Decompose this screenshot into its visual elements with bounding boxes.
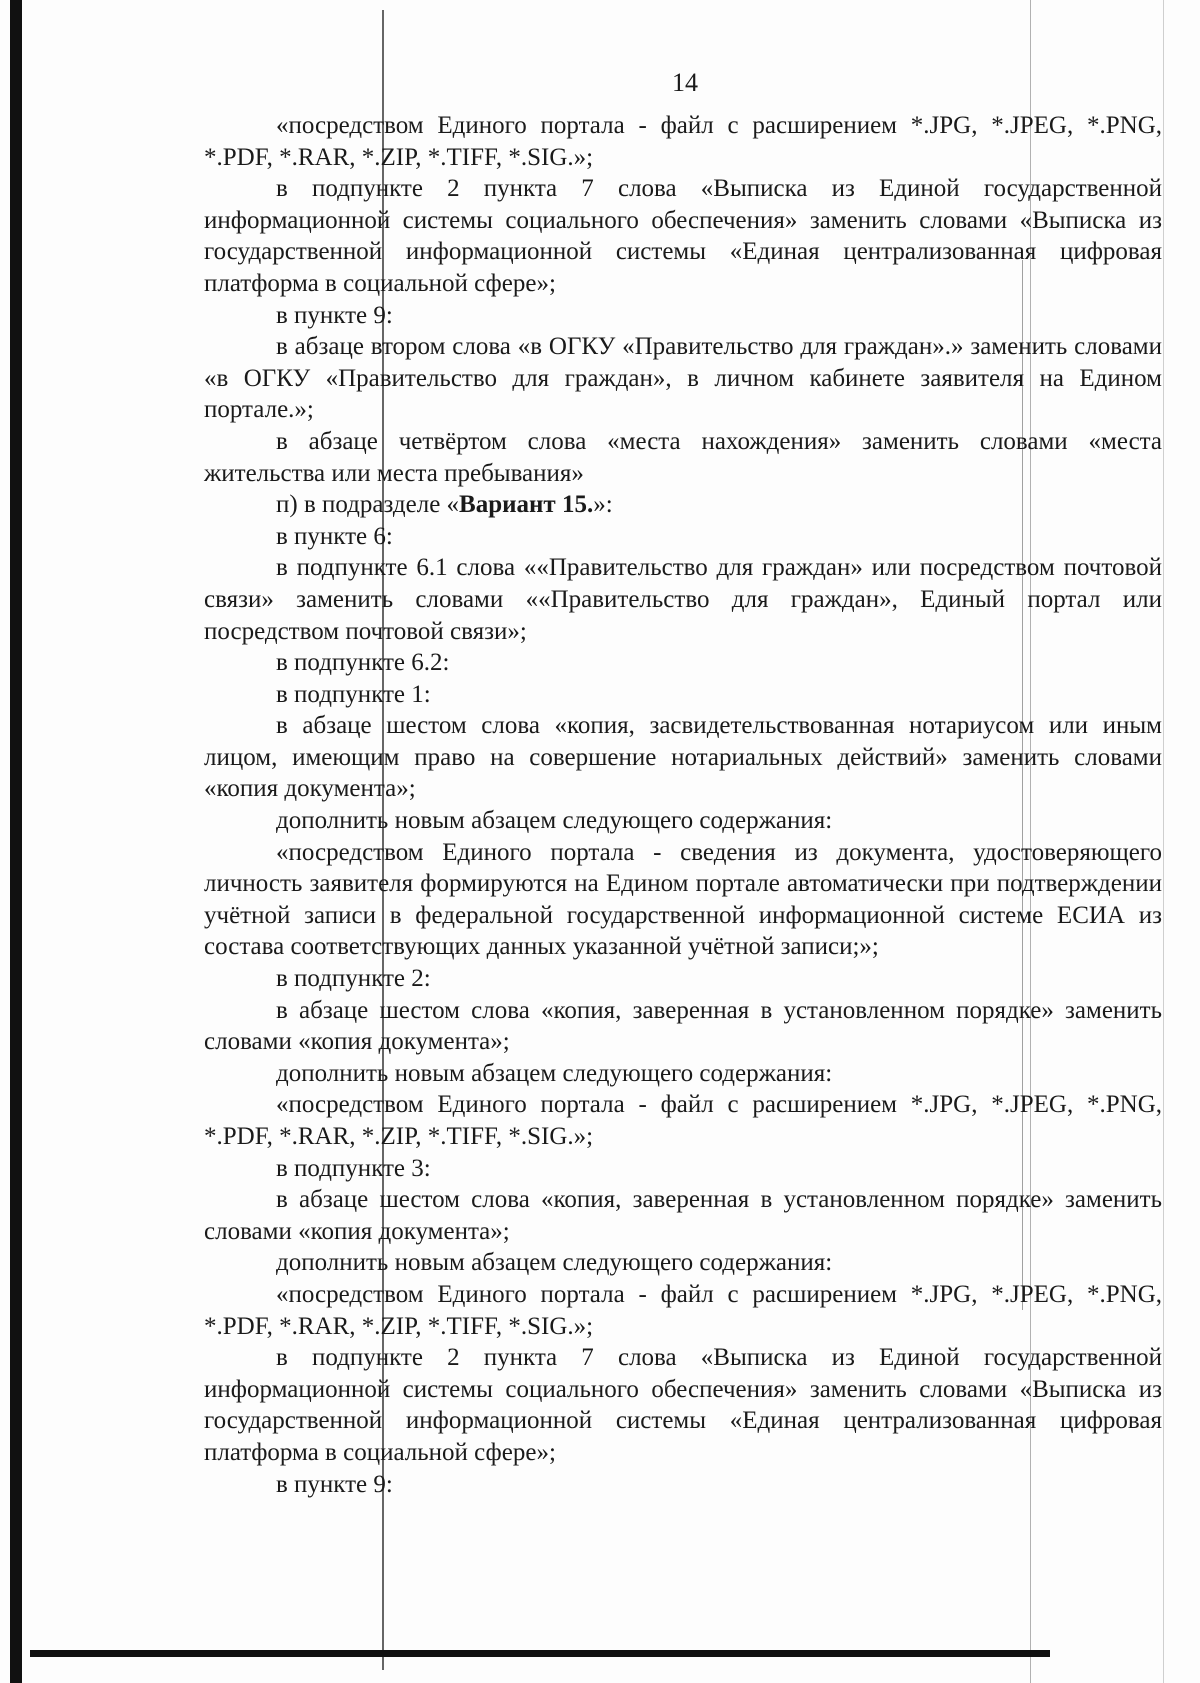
paragraph: в подпункте 1: [276,680,431,708]
paragraph: в абзаце шестом слова «копия, заверенная в установленном порядке» заменить словами «копия документа»; [204,996,1162,1056]
scan-edge-bottom [30,1650,1050,1657]
scan-edge-left [10,0,22,1683]
paragraph: в подпункте 6.2: [276,649,450,677]
paragraph: в абзаце шестом слова «копия, заверенная в установленном порядке» заменить словами «копия документа»; [204,1186,1162,1245]
paragraph: дополнить новым абзацем следующего содержания: [276,1059,833,1087]
subsection-suffix: »: [593,491,613,519]
paragraph: в абзаце четвёртом слова «места нахождения» заменить словами «места жительства или места пребывания» [204,427,1162,487]
paragraph: «посредством Единого портала - файл с расширением *.JPG, *.JPEG, *.PNG, *.PDF, *.RAR, *.ZIP, *.TIFF, *.SIG.»; [204,1280,1162,1340]
paragraph: в пункте 9: [276,301,393,329]
paragraph: в подпункте 2 пункта 7 слова «Выписка из Единой государственной информационной системы социального обеспечения» заменить словами «Выписка из государственной информационной системы «Единая централизованная цифровая платформа в социальной сфере»; [204,175,1162,297]
paragraph: в абзаце шестом слова «копия, засвидетельствованная нотариусом или иным лицом, имеющим право на совершение нотариальных действий» заменить словами «копия документа»; [204,712,1162,803]
paragraph: в подпункте 2: [276,965,431,993]
paragraph: в подпункте 6.1 слова ««Правительство для граждан» или посредством почтовой связи» заменить словами ««Правительство для граждан», Единый портал или посредством почтовой связи»; [204,554,1162,645]
scan-artifact-line [1163,0,1164,1683]
paragraph: «посредством Единого портала - сведения из документа, удостоверяющего личность заявителя формируются на Едином портале автоматически при подтверждении учётной записи в федеральной государственной информационной системе ЕСИА из состава соответствующих данных указанной учётной записи;»; [204,838,1162,961]
paragraph: «посредством Единого портала - файл с расширением *.JPG, *.JPEG, *.PNG, *.PDF, *.RAR, *.ZIP, *.TIFF, *.SIG.»; [204,112,1162,171]
subsection-prefix: п) в подразделе « [276,491,460,519]
variant-title: Вариант 15. [459,491,594,519]
paragraph: дополнить новым абзацем следующего содержания: [276,807,833,835]
paragraph: дополнить новым абзацем следующего содержания: [276,1249,833,1277]
paragraph: в пункте 6: [276,522,393,550]
paragraph: в подпункте 2 пункта 7 слова «Выписка из Единой государственной информационной системы социального обеспечения» заменить словами «Выписка из государственной информационной системы «Единая централизованная цифровая платформа в социальной сфере»; [204,1344,1162,1466]
paragraph: в подпункте 3: [276,1154,431,1182]
paragraph: в абзаце втором слова «в ОГКУ «Правительство для граждан».» заменить словами «в ОГКУ «Правительство для граждан», в личном кабинете заявителя на Едином портале.»; [204,333,1162,424]
paragraph: в пункте 9: [276,1470,393,1498]
paragraph: «посредством Единого портала - файл с расширением *.JPG, *.JPEG, *.PNG, *.PDF, *.RAR, *.ZIP, *.TIFF, *.SIG.»; [204,1091,1162,1150]
document-body [204,110,1162,1500]
subsection-heading [204,489,1162,521]
page-number: 14 [672,68,698,97]
